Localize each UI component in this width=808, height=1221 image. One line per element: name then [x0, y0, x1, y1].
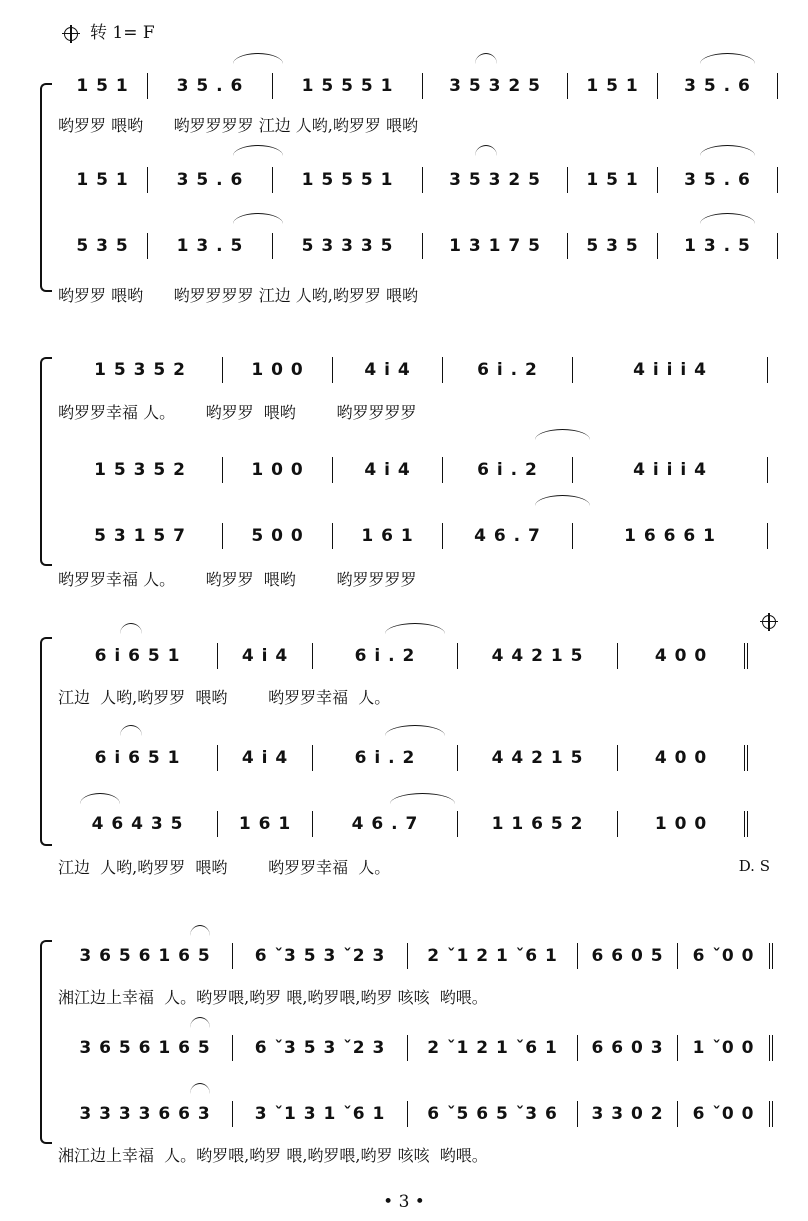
staff-row-2: [58, 745, 748, 771]
lyric-line: 哟罗罗 喂哟 哟罗罗罗罗 江边 人哟,哟罗罗 喂哟: [58, 286, 418, 305]
slur: [475, 53, 497, 64]
slur: [385, 623, 445, 634]
slur: [190, 1083, 210, 1094]
slur: [700, 213, 755, 224]
measure: 6 ˇ0 0: [678, 1101, 773, 1127]
staff-row-2: [58, 167, 778, 193]
measure: 1 5 1: [58, 73, 148, 99]
measure: 3 ˇ1 3 1 ˇ6 1: [233, 1101, 408, 1127]
slur: [233, 213, 283, 224]
staff-row-1: [58, 357, 768, 383]
measure: 1 5 5 5 1: [273, 73, 423, 99]
coda-icon: [62, 25, 80, 43]
score-system-1: [40, 55, 770, 315]
staff-row-1: [58, 73, 778, 99]
measure: 3 3 0 2: [578, 1101, 678, 1127]
measure: 3 5 . 6: [148, 167, 273, 193]
measure: 4 6 . 7: [313, 811, 458, 837]
slur: [390, 793, 455, 804]
measure: 6 6 0 5: [578, 943, 678, 969]
measure: 1 5 3 5 2: [58, 457, 223, 483]
lyric-line: 哟罗罗 喂哟 哟罗罗罗罗 江边 人哟,哟罗罗 喂哟: [58, 116, 418, 135]
slur: [475, 145, 497, 156]
lyric-line: 哟罗罗幸福 人。 哟罗罗 喂哟 哟罗罗罗罗: [58, 403, 417, 422]
measure: 6 i 6 5 1: [58, 745, 218, 771]
slur: [120, 725, 142, 736]
measure: 6 i . 2: [313, 643, 458, 669]
slur: [700, 145, 755, 156]
key-change-label: 转 1= F: [90, 23, 155, 43]
measure: 6 ˇ3 5 3 ˇ2 3: [233, 1035, 408, 1061]
ds-marking: D. S: [738, 857, 770, 875]
staff-row-2: [58, 457, 768, 483]
measure: 4 i i i 4: [573, 457, 768, 483]
measure: 6 ˇ5 6 5 ˇ3 6: [408, 1101, 578, 1127]
lyric-line: 江边 人哟,哟罗罗 喂哟 哟罗罗幸福 人。: [58, 688, 391, 707]
page-number: • 3 •: [383, 1192, 425, 1212]
slur: [535, 429, 590, 440]
measure: 5 0 0: [223, 523, 333, 549]
staff-row-3: [58, 811, 748, 837]
measure: 1 6 1: [218, 811, 313, 837]
staff-row-1: [58, 643, 748, 669]
measure: 1 0 0: [223, 457, 333, 483]
measure: 3 6 5 6 1 6 5: [58, 943, 233, 969]
measure: 2 ˇ1 2 1 ˇ6 1: [408, 1035, 578, 1061]
measure: 1 5 1: [568, 73, 658, 99]
system-brace: [40, 357, 52, 566]
measure: 6 i . 2: [443, 457, 573, 483]
measure: 1 5 1: [568, 167, 658, 193]
staff-row-3: [58, 1101, 773, 1127]
measure: 1 0 0: [618, 811, 748, 837]
slur: [233, 53, 283, 64]
measure: 4 6 4 3 5: [58, 811, 218, 837]
score-system-2: [40, 345, 770, 595]
measure: 6 ˇ0 0: [678, 943, 773, 969]
measure: 4 0 0: [618, 745, 748, 771]
measure: 3 5 3 2 5: [423, 73, 568, 99]
slur: [385, 725, 445, 736]
measure: 1 5 3 5 2: [58, 357, 223, 383]
score-system-4: [40, 925, 770, 1175]
measure: 3 5 . 6: [148, 73, 273, 99]
measure: 5 3 3 3 5: [273, 233, 423, 259]
measure: 4 i 4: [218, 745, 313, 771]
slur: [190, 1017, 210, 1028]
measure: 4 4 2 1 5: [458, 643, 618, 669]
measure: 1 3 . 5: [148, 233, 273, 259]
staff-row-1: [58, 943, 773, 969]
slur: [700, 53, 755, 64]
measure: 4 0 0: [618, 643, 748, 669]
measure: 1 3 1 7 5: [423, 233, 568, 259]
staff-row-3: [58, 233, 778, 259]
system-brace: [40, 940, 52, 1144]
measure: 3 5 . 6: [658, 167, 778, 193]
measure: 4 i 4: [333, 357, 443, 383]
measure: 1 5 5 5 1: [273, 167, 423, 193]
measure: 2 ˇ1 2 1 ˇ6 1: [408, 943, 578, 969]
staff-row-3: [58, 523, 768, 549]
slur: [190, 925, 210, 936]
lyric-line: 湘江边上幸福 人。哟罗喂,哟罗 喂,哟罗喂,哟罗 咳咳 哟喂。: [58, 1146, 488, 1165]
measure: 3 6 5 6 1 6 5: [58, 1035, 233, 1061]
measure: 4 4 2 1 5: [458, 745, 618, 771]
measure: 1 6 6 6 1: [573, 523, 768, 549]
measure: 4 6 . 7: [443, 523, 573, 549]
measure: 3 3 3 3 6 6 3: [58, 1101, 233, 1127]
lyric-line: 湘江边上幸福 人。哟罗喂,哟罗 喂,哟罗喂,哟罗 咳咳 哟喂。: [58, 988, 488, 1007]
system-brace: [40, 637, 52, 846]
slur: [535, 495, 590, 506]
measure: 6 6 0 3: [578, 1035, 678, 1061]
measure: 4 i i i 4: [573, 357, 768, 383]
lyric-line: 江边 人哟,哟罗罗 喂哟 哟罗罗幸福 人。: [58, 858, 391, 877]
measure: 1 1 6 5 2: [458, 811, 618, 837]
measure: 5 3 1 5 7: [58, 523, 223, 549]
measure: 1 6 1: [333, 523, 443, 549]
slur: [233, 145, 283, 156]
key-change-header: [62, 18, 155, 43]
measure: 1 3 . 5: [658, 233, 778, 259]
staff-row-2: [58, 1035, 773, 1061]
measure: 1 0 0: [223, 357, 333, 383]
measure: 1 5 1: [58, 167, 148, 193]
measure: 6 ˇ3 5 3 ˇ2 3: [233, 943, 408, 969]
measure: 6 i . 2: [313, 745, 458, 771]
slur: [80, 793, 120, 804]
measure: 3 5 . 6: [658, 73, 778, 99]
measure: 4 i 4: [218, 643, 313, 669]
measure: 4 i 4: [333, 457, 443, 483]
measure: 5 3 5: [568, 233, 658, 259]
coda-icon: [760, 611, 778, 631]
measure: 3 5 3 2 5: [423, 167, 568, 193]
system-brace: [40, 83, 52, 292]
measure: 6 i . 2: [443, 357, 573, 383]
lyric-line: 哟罗罗幸福 人。 哟罗罗 喂哟 哟罗罗罗罗: [58, 570, 417, 589]
measure: 1 ˇ0 0: [678, 1035, 773, 1061]
score-system-3: [40, 615, 770, 885]
slur: [120, 623, 142, 634]
measure: 5 3 5: [58, 233, 148, 259]
measure: 6 i 6 5 1: [58, 643, 218, 669]
